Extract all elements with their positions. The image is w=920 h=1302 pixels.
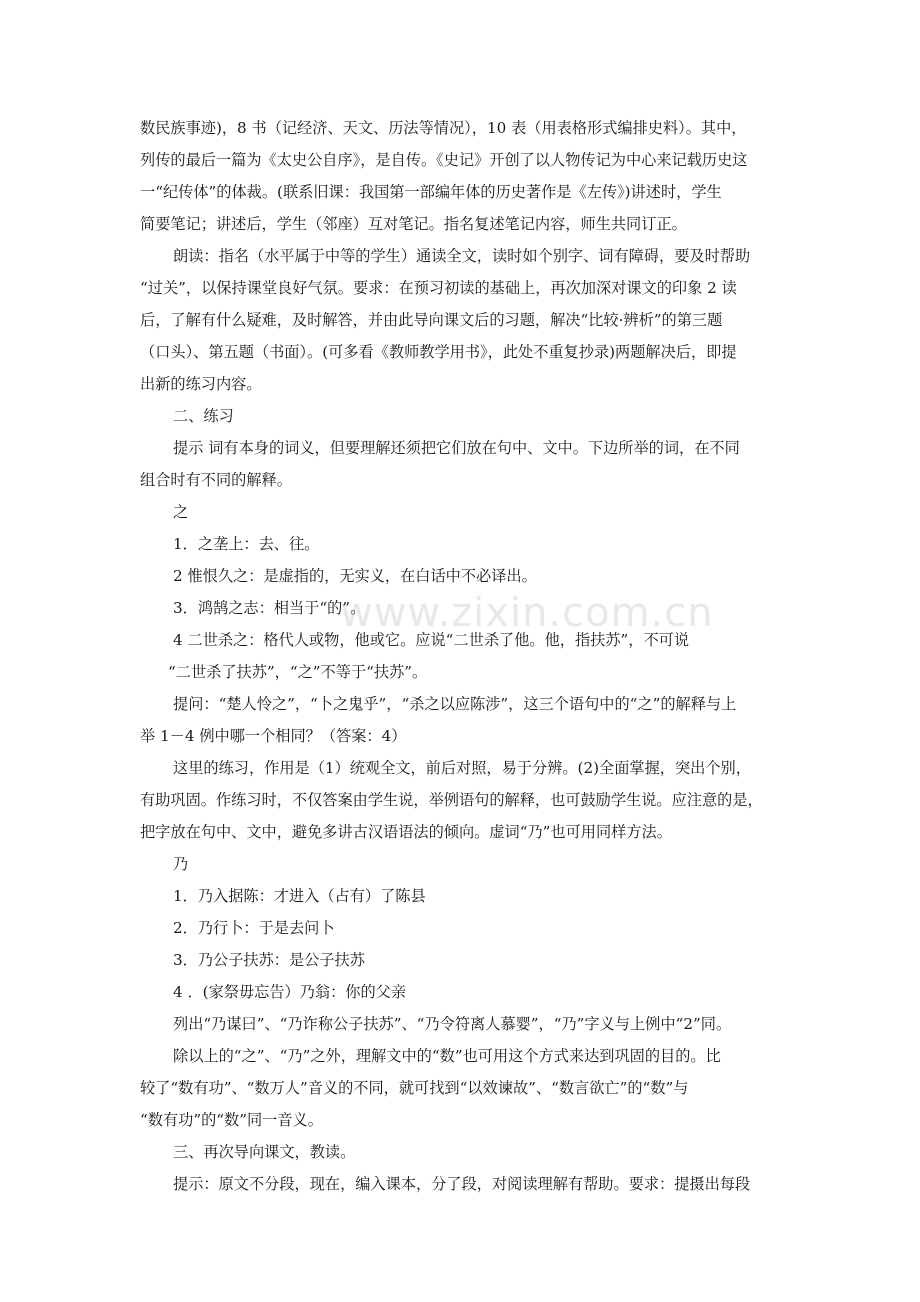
zhi-example-2: 2 惟恨久之：是虚指的，无实义，在白话中不必译出。: [173, 567, 537, 585]
zhi-example-4: 4 二世杀之：格代人或物，他或它。应说“二世杀了他。他，指扶苏”，不可说: [173, 631, 690, 649]
text-line-34: 提示：原文不分段，现在，编入课本，分了段，对阅读理解有帮助。要求：提摄出每段: [173, 1175, 751, 1193]
zhi-example-3: 3．鸿鹄之志：相当于“的”。: [173, 599, 366, 617]
text-line-23: 把字放在句中、文中，避免多讲古汉语语法的倾向。虚词“乃”也可用同样方法。: [140, 823, 672, 841]
text-line-22: 有助巩固。作练习时，不仅答案由学生说，举例语句的解释，也可鼓励学生说。应注意的是，: [140, 791, 763, 809]
text-line-5: 朗读：指名（水平属于中等的学生）通读全文，读时如个别字、词有障碍，要及时帮助: [173, 247, 751, 265]
zhi-example-1: 1．之垄上：去、往。: [173, 535, 320, 553]
text-line-20: 举 1－4 例中哪一个相同？（答案：4）: [140, 727, 407, 745]
text-line-21: 这里的练习，作用是（1）统观全文，前后对照，易于分辨。(2)全面掌握，突出个别，: [173, 759, 751, 777]
text-line-1: 数民族事迹)，8 书（记经济、天文、历法等情况），10 表（用表格形式编排史料）。其中，: [140, 119, 747, 137]
text-line-31: 较了“数有功”、“数万人”音义的不同，就可找到“以效谏故”、“数言欲亡”的“数”与: [140, 1079, 689, 1097]
nai-example-3: 3．乃公子扶苏：是公子扶苏: [173, 951, 365, 969]
text-line-4: 简要笔记；讲述后，学生（邻座）互对笔记。指名复述笔记内容，师生共同订正。: [140, 215, 687, 233]
word-heading-nai: 乃: [173, 855, 189, 873]
text-line-19: 提问：“楚人怜之”，“卜之鬼乎”，“杀之以应陈涉”，这三个语句中的“之”的解释与上: [173, 695, 737, 713]
watermark-text: www.zixin.com.cn: [340, 590, 714, 636]
word-heading-zhi: 之: [173, 503, 189, 521]
text-line-2: 列传的最后一篇为《太史公自序》，是自传。《史记》开创了以人物传记为中心来记载历史这: [140, 151, 748, 169]
text-line-32: “数有功”的“数”同一音义。: [140, 1111, 323, 1129]
text-line-7: 后，了解有什么疑难，及时解答，并由此导向课文后的习题，解决“比较·辨析”的第三题: [140, 311, 723, 329]
text-line-12: 组合时有不同的解释。: [140, 471, 292, 489]
zhi-example-4-cont: “二世杀了扶苏”，“之”不等于“扶苏”。: [168, 663, 428, 681]
section-heading-reading: 三、再次导向课文，教读。: [173, 1143, 356, 1161]
text-line-6: “过关”，以保持课堂良好气氛。要求：在预习初读的基础上，再次加深对课文的印象 2 读: [140, 279, 737, 297]
text-line-3: 一“纪传体”的体裁。(联系旧课：我国第一部编年体的历史著作是《左传》)讲述时，学生: [140, 183, 722, 201]
nai-example-4: 4 ．(家祭毋忘告）乃翁：你的父亲: [173, 983, 407, 1001]
text-line-9: 出新的练习内容。: [140, 375, 262, 393]
nai-example-1: 1．乃入据陈：才进入（占有）了陈县: [173, 887, 426, 905]
text-line-29: 列出“乃谋曰”、“乃诈称公子扶苏”、“乃令符离人慕婴”，“乃”字义与上例中“2”同。: [173, 1015, 732, 1033]
section-heading-practice: 二、练习: [173, 407, 234, 425]
text-line-11: 提示 词有本身的词义，但要理解还须把它们放在句中、文中。下边所举的词，在不同: [173, 439, 740, 457]
text-line-8: （口头）、第五题（书面）。(可多看《教师教学用书》，此处不重复抄录)两题解决后，即提: [140, 343, 737, 361]
text-line-30: 除以上的“之”、“乃”之外，理解文中的“数”也可用这个方式来达到巩固的目的。比: [173, 1047, 721, 1065]
nai-example-2: 2．乃行卜：于是去问卜: [173, 919, 335, 937]
